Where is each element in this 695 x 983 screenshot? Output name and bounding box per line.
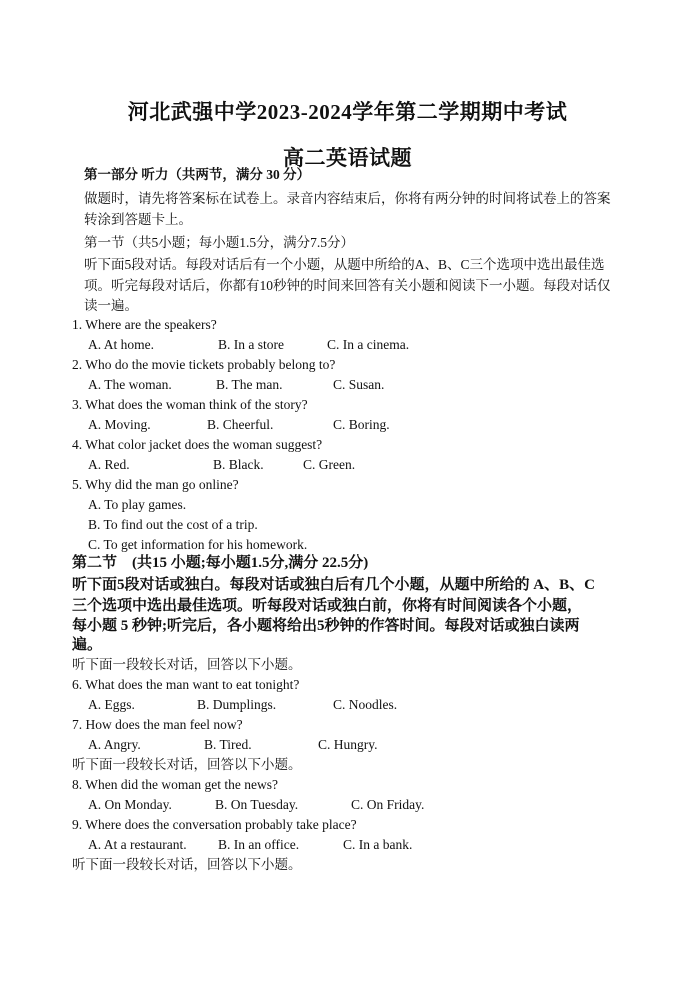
question-6: 6. What does the man want to eat tonight? — [72, 677, 300, 692]
question-8: 8. When did the woman get the news? — [72, 777, 278, 792]
q3-option-a: A. Moving. — [88, 417, 151, 432]
section1-heading: 第一节（共5小题；每小题1.5分，满分7.5分） — [84, 235, 354, 250]
q9-option-a: A. At a restaurant. — [88, 837, 187, 852]
q3-option-b: B. Cheerful. — [207, 417, 274, 432]
question-7: 7. How does the man feel now? — [72, 717, 243, 732]
q2-option-b: B. The man. — [216, 377, 283, 392]
q4-option-c: C. Green. — [303, 457, 356, 472]
q1-option-c: C. In a cinema. — [327, 337, 410, 352]
section2-instr-line4: 遍。 — [72, 637, 103, 653]
question-2: 2. Who do the movie tickets probably belong to? — [72, 357, 336, 372]
q8-option-b: B. On Tuesday. — [215, 797, 299, 812]
exam-subtitle: 高二英语试题 — [283, 146, 412, 170]
q8-option-c: C. On Friday. — [351, 797, 425, 812]
q7-option-c: C. Hungry. — [318, 737, 378, 752]
q5-option-b: B. To find out the cost of a trip. — [88, 517, 258, 532]
question-9: 9. Where does the conversation probably take place? — [72, 817, 357, 832]
q1-option-a: A. At home. — [88, 337, 154, 352]
q7-option-b: B. Tired. — [204, 737, 252, 752]
section1-instr-line1: 听下面5段对话。每段对话后有一个小题，从题中所给的A、B、C三个选项中选出最佳选 — [84, 257, 605, 272]
q3-option-c: C. Boring. — [333, 417, 390, 432]
q4-option-b: B. Black. — [213, 457, 264, 472]
group-instruction-3: 听下面一段较长对话，回答以下小题。 — [72, 857, 302, 872]
q6-option-b: B. Dumplings. — [197, 697, 277, 712]
q6-option-a: A. Eggs. — [88, 697, 135, 712]
section1-instr-line2: 项。听完每段对话后，你都有10秒钟的时间来回答有关小题和阅读下一小题。每段对话仅 — [84, 278, 611, 293]
section2-instr-line2: 三个选项中选出最佳选项。听每段对话或独白前，你将有时间阅读各个小题， — [72, 598, 583, 614]
section2-instr-line1: 听下面5段对话或独白。每段对话或独白后有几个小题，从题中所给的 A、B、C — [72, 577, 595, 593]
question-1: 1. Where are the speakers? — [72, 317, 217, 332]
q9-option-b: B. In an office. — [218, 837, 300, 852]
q7-option-a: A. Angry. — [88, 737, 141, 752]
q1-option-b: B. In a store — [218, 337, 284, 352]
group-instruction-2: 听下面一段较长对话，回答以下小题。 — [72, 757, 302, 772]
section2-heading: 第二节 (共15 小题;每小题1.5分,满分 22.5分) — [72, 555, 369, 571]
q8-option-a: A. On Monday. — [88, 797, 172, 812]
part1-intro-line2: 转涂到答题卡上。 — [84, 212, 192, 227]
group-instruction-1: 听下面一段较长对话，回答以下小题。 — [72, 657, 302, 672]
q2-option-a: A. The woman. — [88, 377, 172, 392]
question-3: 3. What does the woman think of the story? — [72, 397, 308, 412]
question-5: 5. Why did the man go online? — [72, 477, 239, 492]
q2-option-c: C. Susan. — [333, 377, 385, 392]
exam-title: 河北武强中学2023-2024学年第二学期期中考试 — [127, 100, 568, 124]
q5-option-a: A. To play games. — [88, 497, 187, 512]
q6-option-c: C. Noodles. — [333, 697, 398, 712]
part1-intro-line1: 做题时，请先将答案标在试卷上。录音内容结束后，你将有两分钟的时间将试卷上的答案 — [84, 191, 611, 206]
q5-option-c: C. To get information for his homework. — [88, 537, 308, 552]
q4-option-a: A. Red. — [88, 457, 130, 472]
section1-instr-line3: 读一遍。 — [84, 298, 138, 313]
q9-option-c: C. In a bank. — [343, 837, 413, 852]
section2-instr-line3: 每小题 5 秒钟;听完后，各小题将给出5秒钟的作答时间。每段对话或独白读两 — [72, 618, 580, 634]
part1-heading: 第一部分 听力（共两节，满分 30 分） — [84, 167, 311, 182]
question-4: 4. What color jacket does the woman suggest? — [72, 437, 323, 452]
